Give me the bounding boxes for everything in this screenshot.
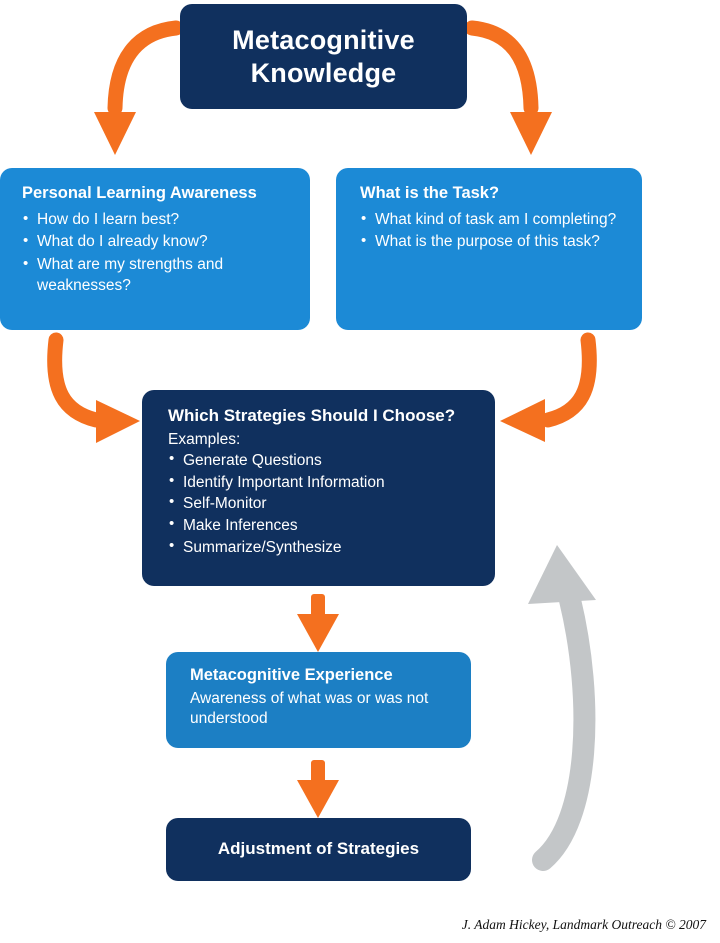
arrow-top-to-left [94,28,176,155]
node-description: Awareness of what was or was not understood [190,689,429,727]
arrow-right-to-strategies [500,340,589,442]
list-item: • What is the purpose of this task? [360,232,628,253]
arrow-left-to-strategies [55,340,140,443]
node-metacognitive-knowledge[interactable] [180,4,467,109]
bullet-list [360,210,628,253]
list-item: • How do I learn best? [22,210,296,231]
node-adjustment-of-strategies[interactable] [166,818,471,881]
node-title: Metacognitive Experience [190,666,393,684]
node-title: Adjustment of Strategies [217,839,420,859]
examples-label: Examples: [168,431,241,449]
list-item: • Summarize/Synthesize [168,537,481,559]
arrow-top-to-right [472,28,552,155]
list-item: • What are my strengths and weaknesses? [22,255,296,296]
node-metacognitive-experience[interactable] [166,652,471,748]
list-item: • Identify Important Information [168,472,481,494]
node-title: Which Strategies Should I Choose? [168,406,456,425]
node-title: Metacognitive Knowledge [232,25,415,88]
node-title: Personal Learning Awareness [22,184,257,202]
bullet-list [22,210,296,296]
node-title: What is the Task? [360,184,500,202]
node-which-strategies[interactable] [142,390,495,586]
arrow-experience-to-adjustment [297,760,339,818]
list-item: • What do I already know? [22,232,296,253]
arrow-strategies-to-experience [297,594,339,652]
list-item: • Generate Questions [168,450,481,472]
list-item: • Make Inferences [168,515,481,537]
arrow-feedback-loop [528,545,596,860]
bullet-list [168,450,481,558]
node-what-is-the-task[interactable] [336,168,642,330]
credit-line: J. Adam Hickey, Landmark Outreach © 2007 [461,917,706,932]
node-personal-learning-awareness[interactable] [0,168,310,330]
list-item: • Self-Monitor [168,493,481,515]
list-item: • What kind of task am I completing? [360,210,628,231]
